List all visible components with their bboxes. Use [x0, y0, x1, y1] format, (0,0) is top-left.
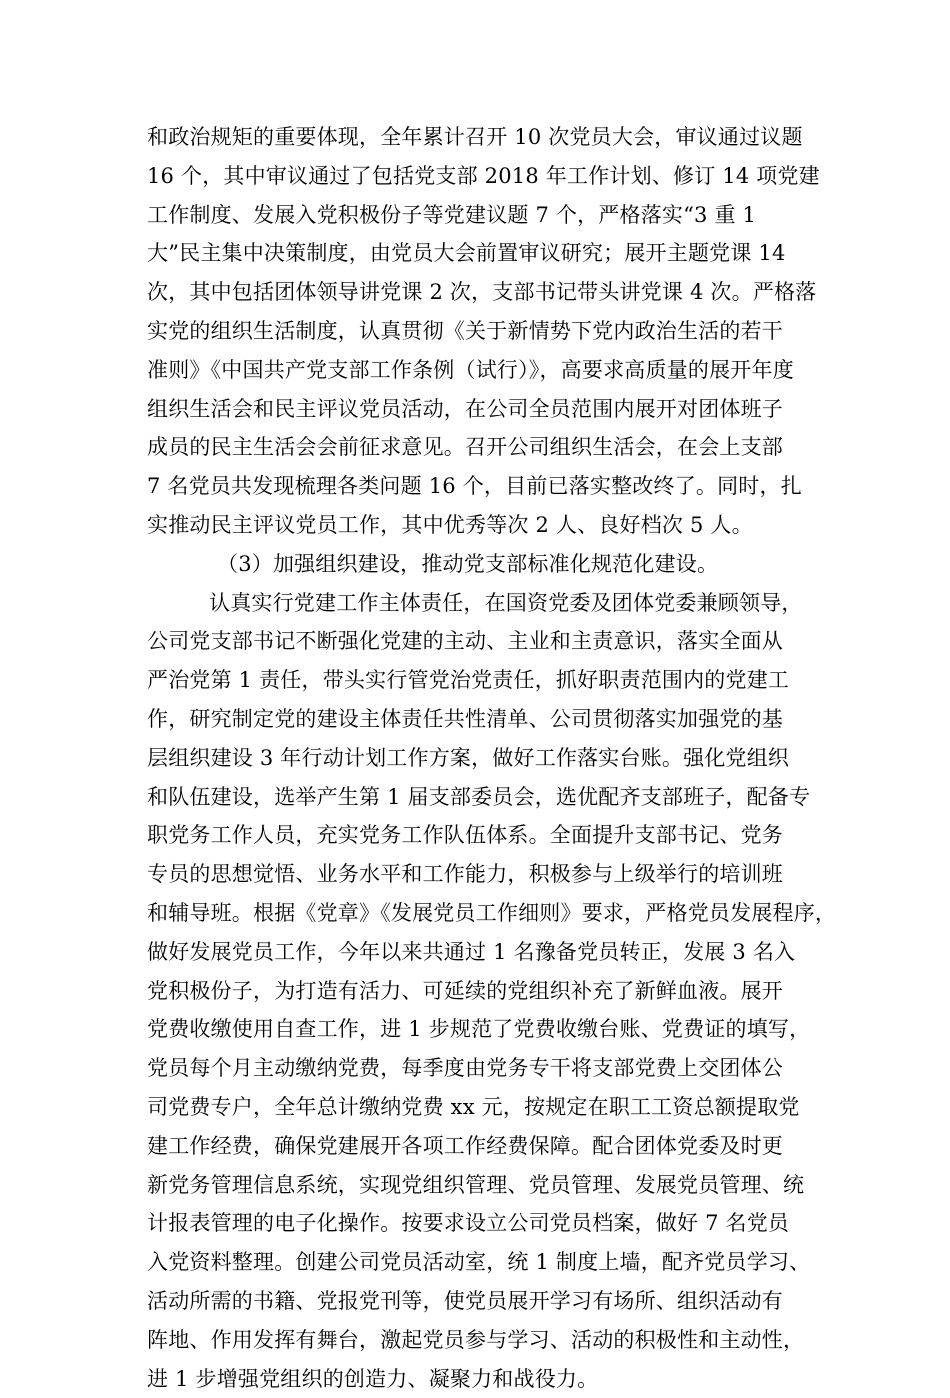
text-line: 新党务管理信息系统，实现党组织管理、党员管理、发展党员管理、统	[147, 1166, 827, 1205]
text-line: 次，其中包括团体领导讲党课 2 次，支部书记带头讲党课 4 次。严格落	[147, 273, 827, 312]
text-line: 活动所需的书籍、党报党刊等，使党员展开学习有场所、组织活动有	[147, 1282, 827, 1321]
text-line: 作，研究制定党的建设主体责任共性清单、公司贯彻落实加强党的基	[147, 700, 827, 739]
text-line: 党费收缴使用自查工作，进 1 步规范了党费收缴台账、党费证的填写，	[147, 1010, 827, 1049]
text-line: 计报表管理的电子化操作。按要求设立公司党员档案，做好 7 名党员	[147, 1204, 827, 1243]
text-line: 和队伍建设，选举产生第 1 届支部委员会，选优配齐支部班子，配备专	[147, 778, 827, 817]
text-line: 组织生活会和民主评议党员活动，在公司全员范围内展开对团体班子	[147, 390, 827, 429]
text-line: 党积极份子，为打造有活力、可延续的党组织补充了新鲜血液。展开	[147, 972, 827, 1011]
text-line: 入党资料整理。创建公司党员活动室，统 1 制度上墙，配齐党员学习、	[147, 1243, 827, 1282]
text-line: 建工作经费，确保党建展开各项工作经费保障。配合团体党委及时更	[147, 1127, 827, 1166]
text-line: 实推动民主评议党员工作，其中优秀等次 2 人、良好档次 5 人。	[147, 506, 827, 545]
text-line: 大”民主集中决策制度，由党员大会前置审议研究；展开主题党课 14	[147, 234, 827, 273]
text-line: 层组织建设 3 年行动计划工作方案，做好工作落实台账。强化党组织	[147, 739, 827, 778]
text-line: 党员每个月主动缴纳党费，每季度由党务专干将支部党费上交团体公	[147, 1049, 827, 1088]
text-line: 16 个，其中审议通过了包括党支部 2018 年工作计划、修订 14 项党建	[147, 157, 827, 196]
text-line: 7 名党员共发现梳理各类问题 16 个，目前已落实整改终了。同时，扎	[147, 467, 827, 506]
text-line: 做好发展党员工作，今年以来共通过 1 名豫备党员转正，发展 3 名入	[147, 933, 827, 972]
text-line: 公司党支部书记不断强化党建的主动、主业和主责意识，落实全面从	[147, 622, 827, 661]
text-line: 专员的思想觉悟、业务水平和工作能力，积极参与上级举行的培训班	[147, 855, 827, 894]
text-line: 职党务工作人员，充实党务工作队伍体系。全面提升支部书记、党务	[147, 816, 827, 855]
document-body	[147, 118, 827, 1398]
text-line: 阵地、作用发挥有舞台，激起党员参与学习、活动的积极性和主动性，	[147, 1321, 827, 1360]
text-line: 准则》《中国共产党支部工作条例（试行）》，高要求高质量的展开年度	[147, 351, 827, 390]
section-heading: （3）加强组织建设，推动党支部标准化规范化建设。	[147, 545, 827, 584]
text-line: 司党费专户，全年总计缴纳党费 xx 元，按规定在职工工资总额提取党	[147, 1088, 827, 1127]
text-line: 进 1 步增强党组织的创造力、凝聚力和战役力。	[147, 1360, 827, 1398]
text-line: 成员的民主生活会会前征求意见。召开公司组织生活会，在会上支部	[147, 428, 827, 467]
text-line: 认真实行党建工作主体责任，在国资党委及团体党委兼顾领导，	[147, 584, 827, 623]
text-line: 和政治规矩的重要体现，全年累计召开 10 次党员大会，审议通过议题	[147, 118, 827, 157]
text-line: 实党的组织生活制度，认真贯彻《关于新情势下党内政治生活的若干	[147, 312, 827, 351]
text-line: 严治党第 1 责任，带头实行管党治党责任，抓好职责范围内的党建工	[147, 661, 827, 700]
text-line: 工作制度、发展入党积极份子等党建议题 7 个，严格落实“3 重 1	[147, 196, 827, 235]
text-line: 和辅导班。根据《党章》《发展党员工作细则》要求，严格党员发展程序，	[147, 894, 827, 933]
